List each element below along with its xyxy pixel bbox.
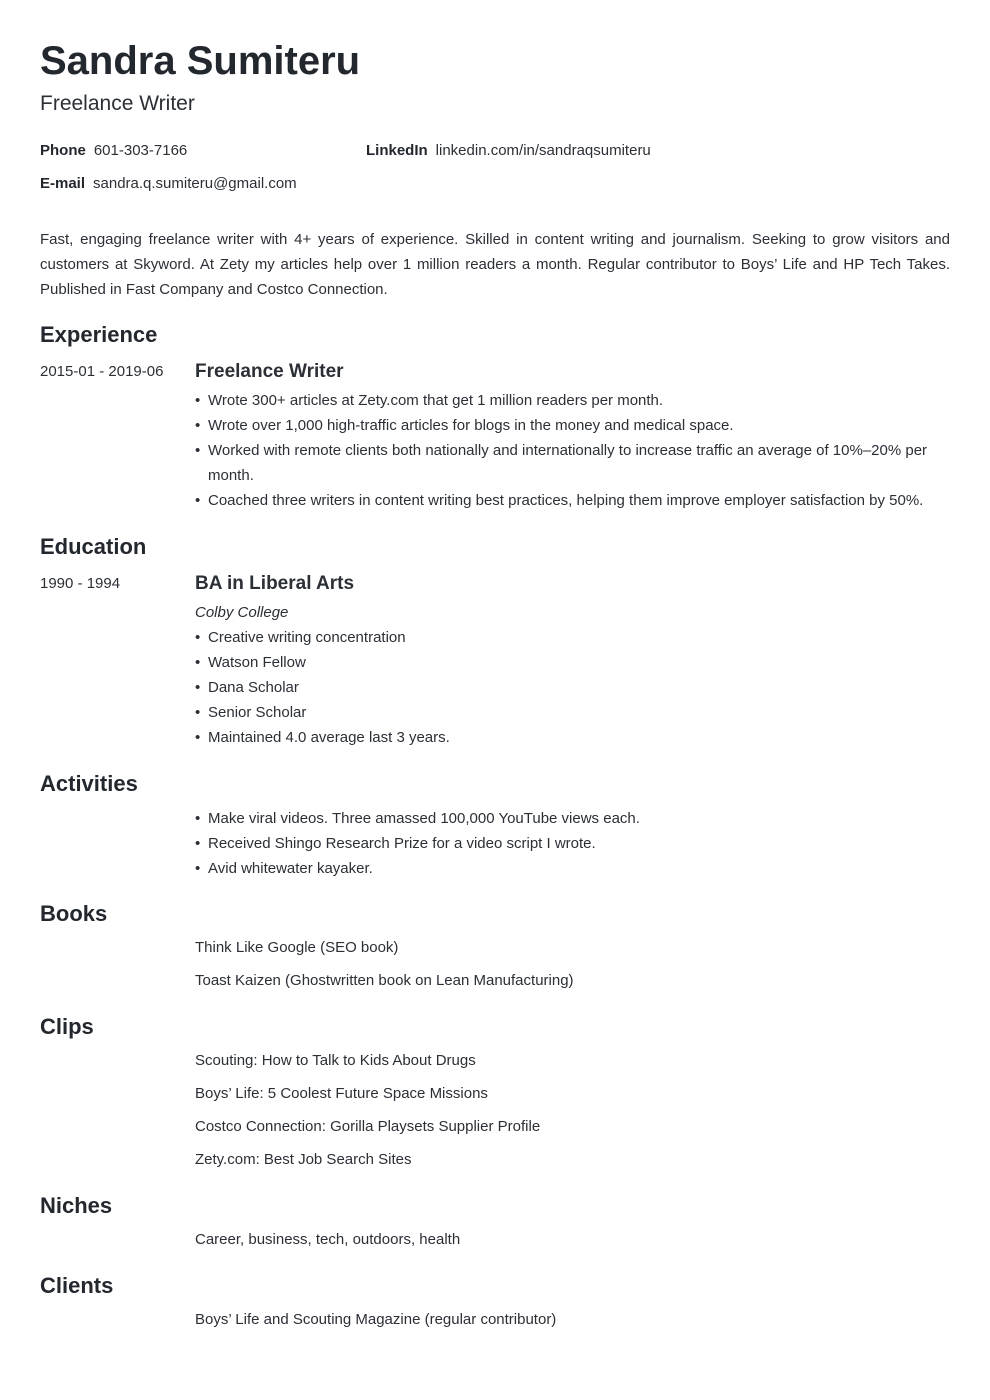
activities-bullets	[195, 806, 950, 881]
list-item: Scouting: How to Talk to Kids About Drugs	[195, 1052, 476, 1069]
list-item: Toast Kaizen (Ghostwritten book on Lean Manufacturing)	[195, 972, 574, 989]
linkedin-label: LinkedIn	[366, 142, 428, 159]
candidate-title: Freelance Writer	[40, 92, 195, 115]
list-item: Boys’ Life: 5 Coolest Future Space Missions	[195, 1085, 488, 1102]
phone-value: 601-303-7166	[93, 142, 188, 159]
phone-label: Phone	[40, 142, 86, 159]
section-heading-clients: Clients	[40, 1273, 114, 1298]
candidate-name: Sandra Sumiteru	[40, 39, 361, 83]
books-list	[195, 938, 950, 1004]
email-value: sandra.q.sumiteru@gmail.com	[93, 175, 297, 192]
list-item: • Dana Scholar	[195, 675, 950, 700]
list-item: Boys’ Life and Scouting Magazine (regular contributor)	[195, 1311, 557, 1328]
experience-bullets	[195, 388, 950, 513]
job-title: Freelance Writer	[195, 361, 344, 382]
contact-email	[40, 174, 297, 194]
list-item: • Wrote over 1,000 high-traffic articles for blogs in the money and medical space.	[195, 413, 950, 438]
list-item: • Received Shingo Research Prize for a video script I wrote.	[195, 831, 950, 856]
list-item: • Wrote 300+ articles at Zety.com that get 1 million readers per month.	[195, 388, 950, 413]
list-item: • Maintained 4.0 average last 3 years.	[195, 725, 950, 750]
education-entry	[195, 572, 950, 750]
education-bullets	[195, 625, 950, 750]
section-heading-education: Education	[40, 534, 147, 559]
experience-dates: 2015-01 - 2019-06	[40, 363, 164, 380]
list-item: • Make viral videos. Three amassed 100,000 YouTube views each.	[195, 806, 950, 831]
list-item: • Creative writing concentration	[195, 625, 950, 650]
degree-title: BA in Liberal Arts	[195, 573, 355, 594]
experience-entry	[195, 360, 950, 513]
list-item: • Coached three writers in content writing best practices, helping them improve employer satisfaction by 50%.	[195, 488, 950, 513]
section-heading-activities: Activities	[40, 771, 138, 796]
list-item: • Avid whitewater kayaker.	[195, 856, 950, 881]
clients-list	[195, 1310, 950, 1343]
education-dates: 1990 - 1994	[40, 575, 121, 592]
clips-list	[195, 1051, 950, 1183]
list-item: Costco Connection: Gorilla Playsets Supplier Profile	[195, 1118, 541, 1135]
professional-summary: Fast, engaging freelance writer with 4+ years of experience. Skilled in content writing and journalism. Seeking to grow visitors and customers at Skyword. At Zety my articles help over 1 million readers a month. Regular contributor to Boys’ Life and HP Tech Takes. Published in Fast Company and Costco Connection.	[40, 231, 950, 298]
contact-phone	[40, 141, 187, 161]
linkedin-value: linkedin.com/in/sandraqsumiteru	[435, 142, 651, 159]
list-item: Career, business, tech, outdoors, health	[195, 1231, 461, 1248]
list-item: • Senior Scholar	[195, 700, 950, 725]
list-item: • Watson Fellow	[195, 650, 950, 675]
section-heading-clips: Clips	[40, 1014, 94, 1039]
section-heading-books: Books	[40, 901, 108, 926]
niches-list	[195, 1230, 950, 1263]
list-item: Zety.com: Best Job Search Sites	[195, 1151, 412, 1168]
list-item: • Worked with remote clients both nationally and internationally to increase traffic an average of 10%–20% per month.	[195, 438, 950, 488]
activities-list	[195, 806, 950, 881]
school-name: Colby College	[195, 604, 289, 621]
section-heading-experience: Experience	[40, 322, 158, 347]
list-item: Think Like Google (SEO book)	[195, 939, 399, 956]
contact-linkedin	[366, 141, 651, 161]
email-label: E-mail	[40, 175, 86, 192]
section-heading-niches: Niches	[40, 1193, 113, 1218]
